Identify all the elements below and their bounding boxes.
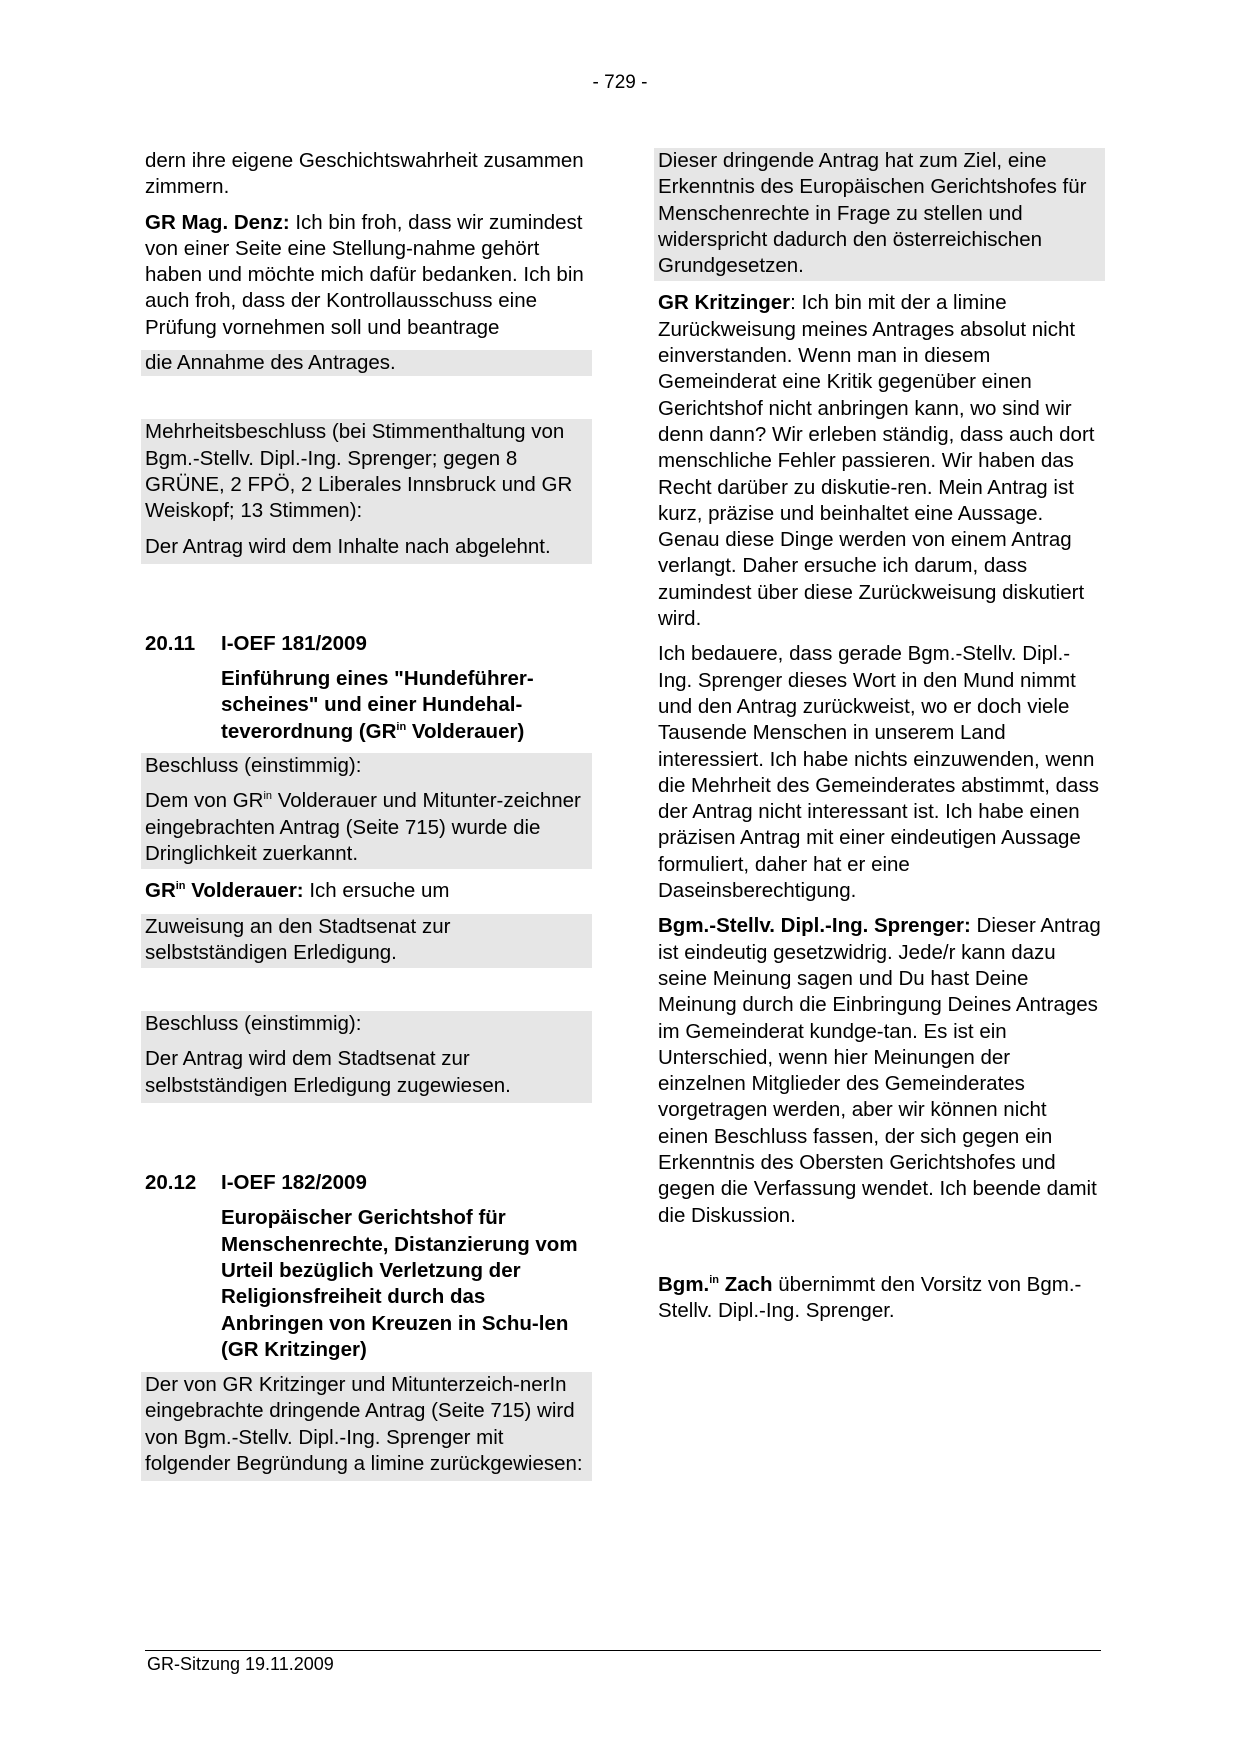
speaker-part: Zach (719, 1272, 773, 1296)
page-number: - 729 - (592, 72, 648, 93)
superscript: in (263, 790, 273, 803)
text-part: Volderauer und Mitunter-zeichner eingebrachten Antrag (Seite 715) wurde die Dringlichkeit zuerkannt. (145, 789, 581, 865)
paragraph: dern ihre eigene Geschichtswahrheit zusammen zimmern. (145, 149, 584, 199)
title-part: Volderauer) (406, 719, 525, 743)
decision-text: Der Antrag wird dem Inhalte nach abgelehnt. (141, 525, 592, 564)
speech-text: Ich bin froh, dass wir zumindest von einer Seite eine Stellung-nahme gehört haben und möchte mich dafür bedanken. Ich bin auch froh, dass der Kontrollausschuss eine Prüfung vornehmen soll und beantrage (145, 210, 584, 339)
speaker-name: GR Mag. Denz: (145, 210, 290, 234)
superscript: in (175, 880, 186, 893)
section-number: 20.12 (145, 1171, 197, 1195)
vote-result: Mehrheitsbeschluss (bei Stimmenthaltung von Bgm.-Stellv. Dipl.-Ing. Sprenger; gegen 8 GRÜNE, 2 FPÖ, 2 Liberales Innsbruck und GR Weiskopf; 13 Stimmen): (141, 419, 592, 533)
speaker-name: Bgm.-Stellv. Dipl.-Ing. Sprenger: (658, 914, 971, 938)
title-part: Einführung eines "Hundeführer-scheines" und einer Hundehal-teverordnung (GR (221, 667, 534, 743)
paragraph-volderauer (145, 878, 588, 904)
decision-text (141, 779, 592, 869)
rejection-text: Der von GR Kritzinger und Mitunterzeich-nerIn eingebrachte dringende Antrag (Seite 715) wird von Bgm.-Stellv. Dipl.-Ing. Sprenger mit folgender Begründung a limine zurückgewiesen: (141, 1372, 592, 1481)
section-heading-20-12 (145, 1170, 588, 1196)
decision-label: Beschluss (einstimmig): (141, 1011, 592, 1046)
section-code: I-OEF 182/2009 (221, 1171, 367, 1195)
section-heading-20-11 (145, 631, 588, 657)
decision-label: Beschluss (einstimmig): (141, 753, 592, 788)
speech-text: Ich ersuche um (303, 879, 450, 903)
decision-text: Der Antrag wird dem Stadtsenat zur selbstständigen Erledigung zugewiesen. (141, 1037, 592, 1103)
right-column (658, 148, 1101, 1333)
footer: GR-Sitzung 19.11.2009 (147, 1654, 334, 1674)
rejection-reason: Dieser dringende Antrag hat zum Ziel, eine Erkenntnis des Europäischen Gerichtshofes für Menschenrechte in Frage zu stellen und widerspricht dadurch den österreichischen Grundgesetzen. (654, 148, 1105, 281)
speaker-part: Volderauer: (185, 879, 304, 903)
section-title (221, 666, 588, 745)
motion-request: Zuweisung an den Stadtsenat zur selbstständigen Erledigung. (141, 914, 592, 969)
text-part: Dem von GR (145, 789, 264, 813)
section-code: I-OEF 181/2009 (221, 631, 367, 655)
section-number: 20.11 (145, 631, 196, 655)
footer-divider (145, 1650, 1101, 1651)
superscript: in (709, 1273, 720, 1286)
speech-text: übernimmt den Vorsitz von Bgm.-Stellv. Dipl.-Ing. Sprenger. (658, 1272, 1082, 1323)
paragraph-zach (658, 1272, 1101, 1325)
left-column (145, 148, 588, 1481)
speech-text: : Ich bin mit der a limine Zurückweisung meines Antrages absolut nicht einverstanden. Wenn man in diesem Gemeinderat eine Kritik gegenüber einen Gerichtshof nicht anbringen kann, wo sind wir denn dann? Wir erleben ständig, dass auch dort menschliche Fehler passieren. Wir haben das Recht darüber zu diskutie-ren. Mein Antrag ist kurz, präzise und beinhaltet eine Aussage. Genau diese Dinge werden von einem Antrag verlangt. Daher ersuche ich darum, dass zumindest über diese Zurückweisung diskutiert wird. (658, 291, 1095, 631)
superscript: in (396, 720, 407, 733)
speaker-part: GR (145, 879, 176, 903)
motion-request: die Annahme des Antrages. (141, 350, 592, 376)
section-title: Europäischer Gerichtshof für Menschenrechte, Distanzierung vom Urteil bezüglich Verletzung der Religionsfreiheit durch das Anbringen von Kreuzen in Schu-len (GR Kritzinger) (221, 1206, 578, 1361)
paragraph: Ich bedauere, dass gerade Bgm.-Stellv. Dipl.-Ing. Sprenger dieses Wort in den Mund nimmt und den Antrag zurückweist, wo er doch viele Tausende Menschen in unserem Land interessiert. Ich habe nichts einzuwenden, wenn die Mehrheit des Gemeinderates abstimmt, dass der Antrag nicht interessant ist. Ich habe einen präzisen Antrag mit einer eindeutigen Aussage formuliert, daher hat er eine Daseinsberechtigung. (658, 642, 1099, 903)
speaker-part: Bgm. (658, 1272, 710, 1296)
paragraph-sprenger (658, 913, 1101, 1229)
speaker-name (145, 879, 304, 902)
paragraph-kritzinger (658, 290, 1101, 632)
paragraph-denz (145, 210, 588, 341)
speaker-name (658, 1273, 773, 1296)
speech-text: Dieser Antrag ist eindeutig gesetzwidrig. Jede/r kann dazu seine Meinung sagen und Du hast Deine Meinung durch die Einbringung Deines Antrages im Gemeinderat kundge-tan. Es ist ein Unterschied, wenn hier Meinungen der einzelnen Mitglieder des Gemeinderates vorgetragen werden, aber wir können nicht einen Beschluss fassen, der sich gegen ein Erkenntnis des Obersten Gerichtshofes und gegen die Verfassung wendet. Ich beende damit die Diskussion. (658, 914, 1101, 1227)
speaker-name: GR Kritzinger (658, 291, 791, 315)
